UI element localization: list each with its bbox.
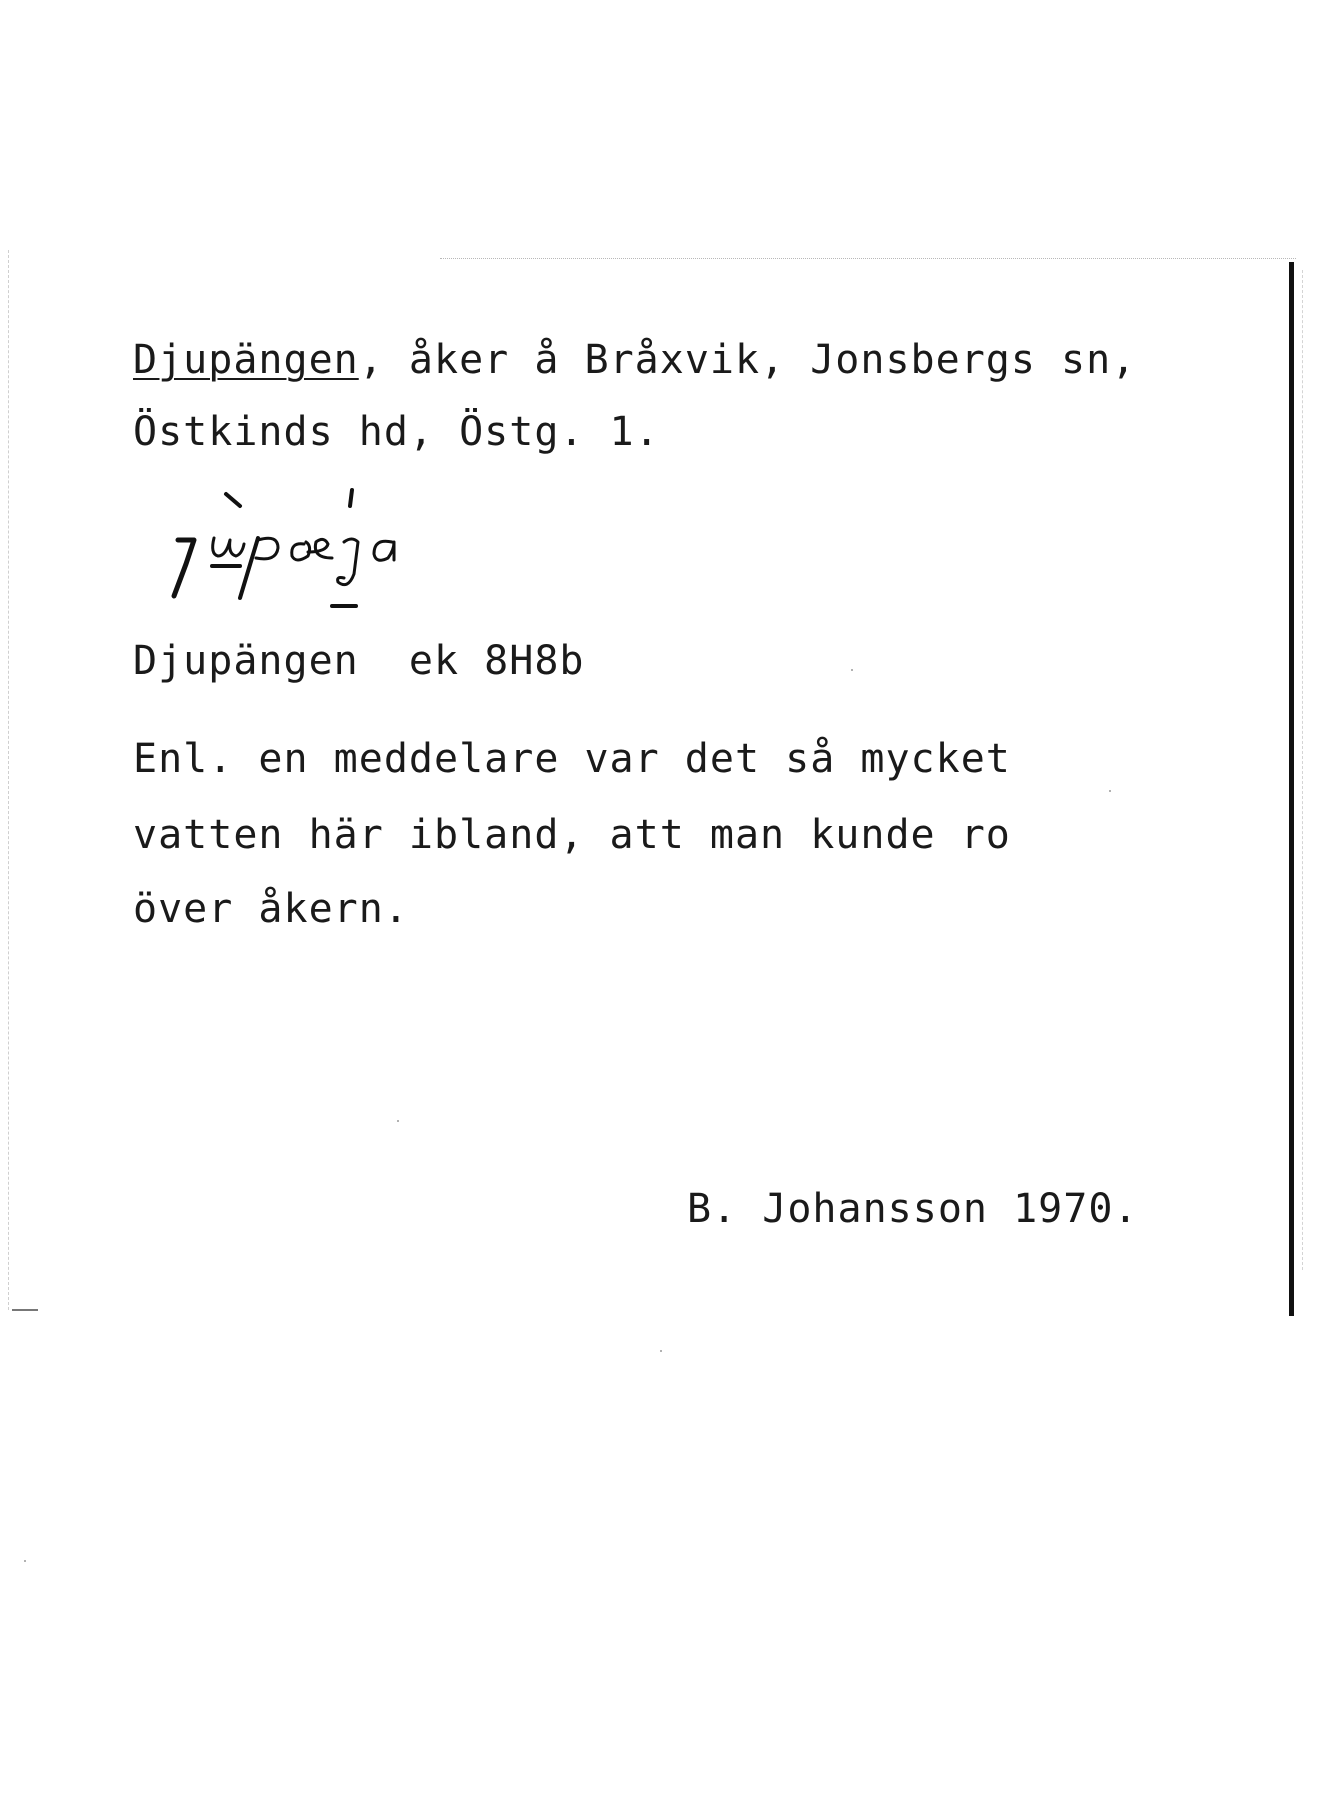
right-margin-noise: [1302, 270, 1315, 1270]
paper-speck: [24, 1560, 26, 1562]
card-top-edge: [440, 258, 1296, 259]
left-margin-noise: [0, 250, 9, 1310]
headword: Djupängen: [133, 337, 359, 383]
note-line-1: Enl. en meddelare var det så mycket: [133, 736, 1011, 782]
heading-rest: , åker å Bråxvik, Jonsbergs sn,: [358, 337, 1137, 383]
form-line: Djupängen ek 8H8b: [133, 638, 585, 684]
phonetic-handwriting: [156, 486, 456, 636]
handwritten-phonetic-transcription: [156, 486, 456, 636]
left-margin-tick: [12, 1309, 38, 1311]
note-line-2: vatten här ibland, att man kunde ro: [133, 812, 1011, 858]
signature: B. Johansson 1970.: [687, 1186, 1139, 1232]
heading-line: [133, 337, 1137, 383]
card-right-edge: [1289, 262, 1294, 1316]
heading-line-2: Östkinds hd, Östg. 1.: [133, 409, 660, 455]
paper-speck: [851, 669, 853, 671]
paper-speck: [397, 1120, 399, 1122]
note-line-3: över åkern.: [133, 886, 409, 932]
paper-speck: [660, 1350, 662, 1352]
paper-speck: [1109, 790, 1111, 792]
